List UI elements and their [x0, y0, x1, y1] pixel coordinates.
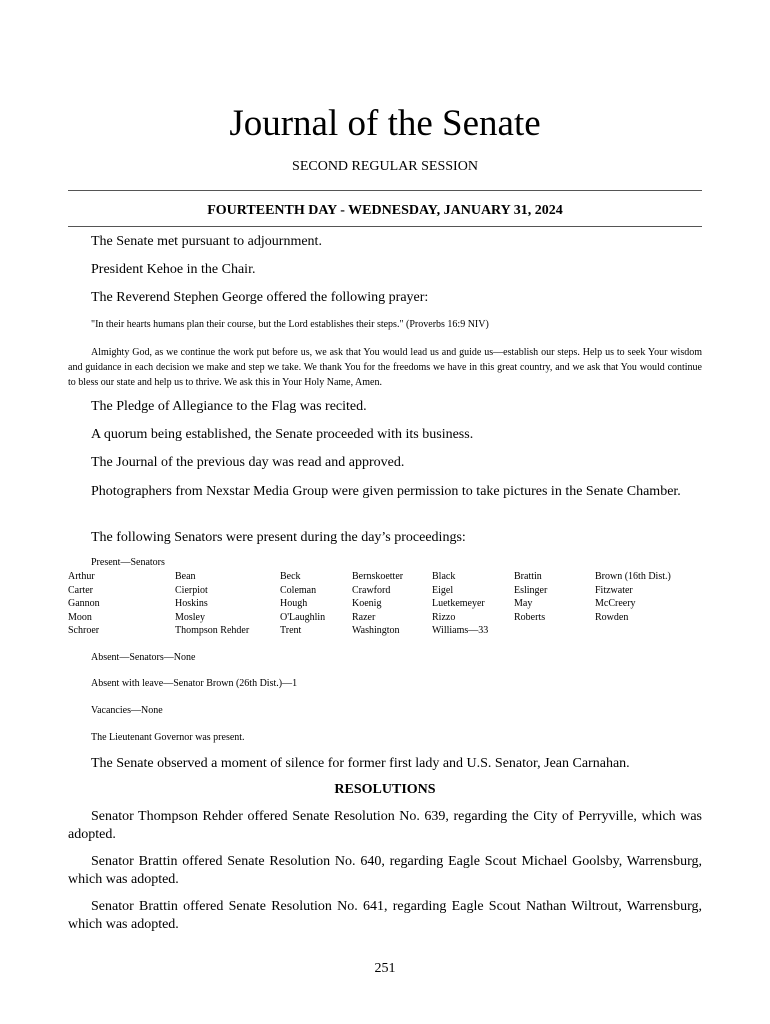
senator-name: Williams—33	[432, 625, 489, 636]
senator-name: Thompson Rehder	[175, 625, 250, 636]
senator-name: Eigel	[432, 584, 454, 596]
senator-name: O'Laughlin	[280, 611, 326, 623]
senator-name: Coleman	[280, 584, 317, 596]
senator-name: Brattin	[514, 571, 542, 582]
session-label: SECOND REGULAR SESSION	[292, 159, 478, 174]
senator-name: Razer	[352, 611, 376, 623]
senator-name: Arthur	[68, 571, 95, 582]
senator-name: Brown (16th Dist.)	[595, 571, 671, 582]
senator-column	[352, 570, 403, 638]
senator-column	[432, 570, 488, 638]
senator-name: Schroer	[68, 625, 100, 636]
senator-name: Trent	[280, 625, 302, 636]
senator-name: Cierpiot	[175, 584, 208, 596]
photographers-paragraph: Photographers from Nexstar Media Group were given permission to take pictures in the Senate Chamber.	[91, 484, 681, 499]
bottom-rule	[68, 226, 702, 227]
senator-name: Crawford	[352, 584, 391, 596]
senators-present-list	[68, 570, 702, 640]
day-heading: FOURTEENTH DAY - WEDNESDAY, JANUARY 31, 2024	[207, 203, 563, 218]
senator-name: Hoskins	[175, 598, 208, 609]
resolution-paragraph: Senator Brattin offered Senate Resolution No. 640, regarding Eagle Scout Michael Goolsby, Warrensburg, which was adopted.	[68, 854, 702, 887]
senator-name: Black	[432, 571, 456, 582]
senator-name: Rowden	[595, 611, 629, 623]
senator-name: Fitzwater	[595, 584, 633, 596]
senator-name: Washington	[352, 625, 400, 636]
adjournment-paragraph: The Senate met pursuant to adjournment.	[91, 234, 322, 249]
vacancies-line: Vacancies—None	[91, 705, 163, 716]
senator-name: May	[514, 598, 533, 609]
senator-name: Carter	[68, 584, 93, 596]
senator-name: Koenig	[352, 598, 382, 609]
journal-title: Journal of the Senate	[229, 103, 541, 144]
senator-name: Luetkemeyer	[432, 598, 485, 609]
senator-column	[175, 570, 249, 638]
senator-column	[68, 570, 100, 638]
pledge-paragraph: The Pledge of Allegiance to the Flag was recited.	[91, 399, 367, 414]
senator-name: Hough	[280, 598, 308, 609]
senator-name: Eslinger	[514, 584, 548, 596]
senator-name: Roberts	[514, 611, 546, 623]
quorum-paragraph: A quorum being established, the Senate proceeded with its business.	[91, 427, 474, 442]
resolution-paragraph: Senator Brattin offered Senate Resolution No. 641, regarding Eagle Scout Nathan Wiltrout, Warrensburg, which was adopted.	[68, 899, 702, 932]
senator-name: Moon	[68, 611, 92, 623]
chair-paragraph: President Kehoe in the Chair.	[91, 262, 256, 277]
page-number: 251	[374, 961, 396, 976]
journal-approved-paragraph: The Journal of the previous day was read and approved.	[91, 455, 405, 470]
resolution-paragraph: Senator Thompson Rehder offered Senate Resolution No. 639, regarding the City of Perryville, which was adopted.	[68, 809, 702, 842]
senator-column	[595, 570, 671, 624]
absent-line: Absent—Senators—None	[91, 652, 196, 663]
senator-name: Beck	[280, 571, 301, 582]
senators-present-paragraph: The following Senators were present during the day’s proceedings:	[91, 530, 466, 545]
resolutions-heading: RESOLUTIONS	[334, 782, 436, 797]
absent-with-leave-line: Absent with leave—Senator Brown (26th Dist.)—1	[91, 678, 298, 689]
senator-name: Gannon	[68, 598, 100, 609]
scripture-quote: "In their hearts humans plan their course, but the Lord establishes their steps." (Proverbs 16:9 NIV)	[91, 319, 489, 330]
senator-name: Rizzo	[432, 611, 456, 623]
senator-name: McCreery	[595, 598, 636, 609]
senator-name: Mosley	[175, 611, 205, 623]
lieutenant-governor-line: The Lieutenant Governor was present.	[91, 732, 245, 743]
prayer-text: Almighty God, as we continue the work put before us, we ask that You would lead us and guide us—establish our steps. Help us to seek Your wisdom and guidance in each decision we make and step we take. We thank You for the freedoms we have in this great country, and we ask that You would continue to bless our state and help us to thrive. We ask this in Your Holy Name, Amen.	[68, 347, 702, 388]
senator-name: Bean	[175, 571, 196, 582]
senator-column	[514, 570, 547, 624]
senator-name: Bernskoetter	[352, 571, 404, 582]
top-rule	[68, 190, 702, 191]
present-label: Present—Senators	[91, 557, 165, 568]
moment-of-silence-paragraph: The Senate observed a moment of silence for former first lady and U.S. Senator, Jean Carnahan.	[91, 756, 630, 771]
senator-column	[280, 570, 325, 638]
prayer-intro-paragraph: The Reverend Stephen George offered the following prayer:	[91, 290, 429, 305]
